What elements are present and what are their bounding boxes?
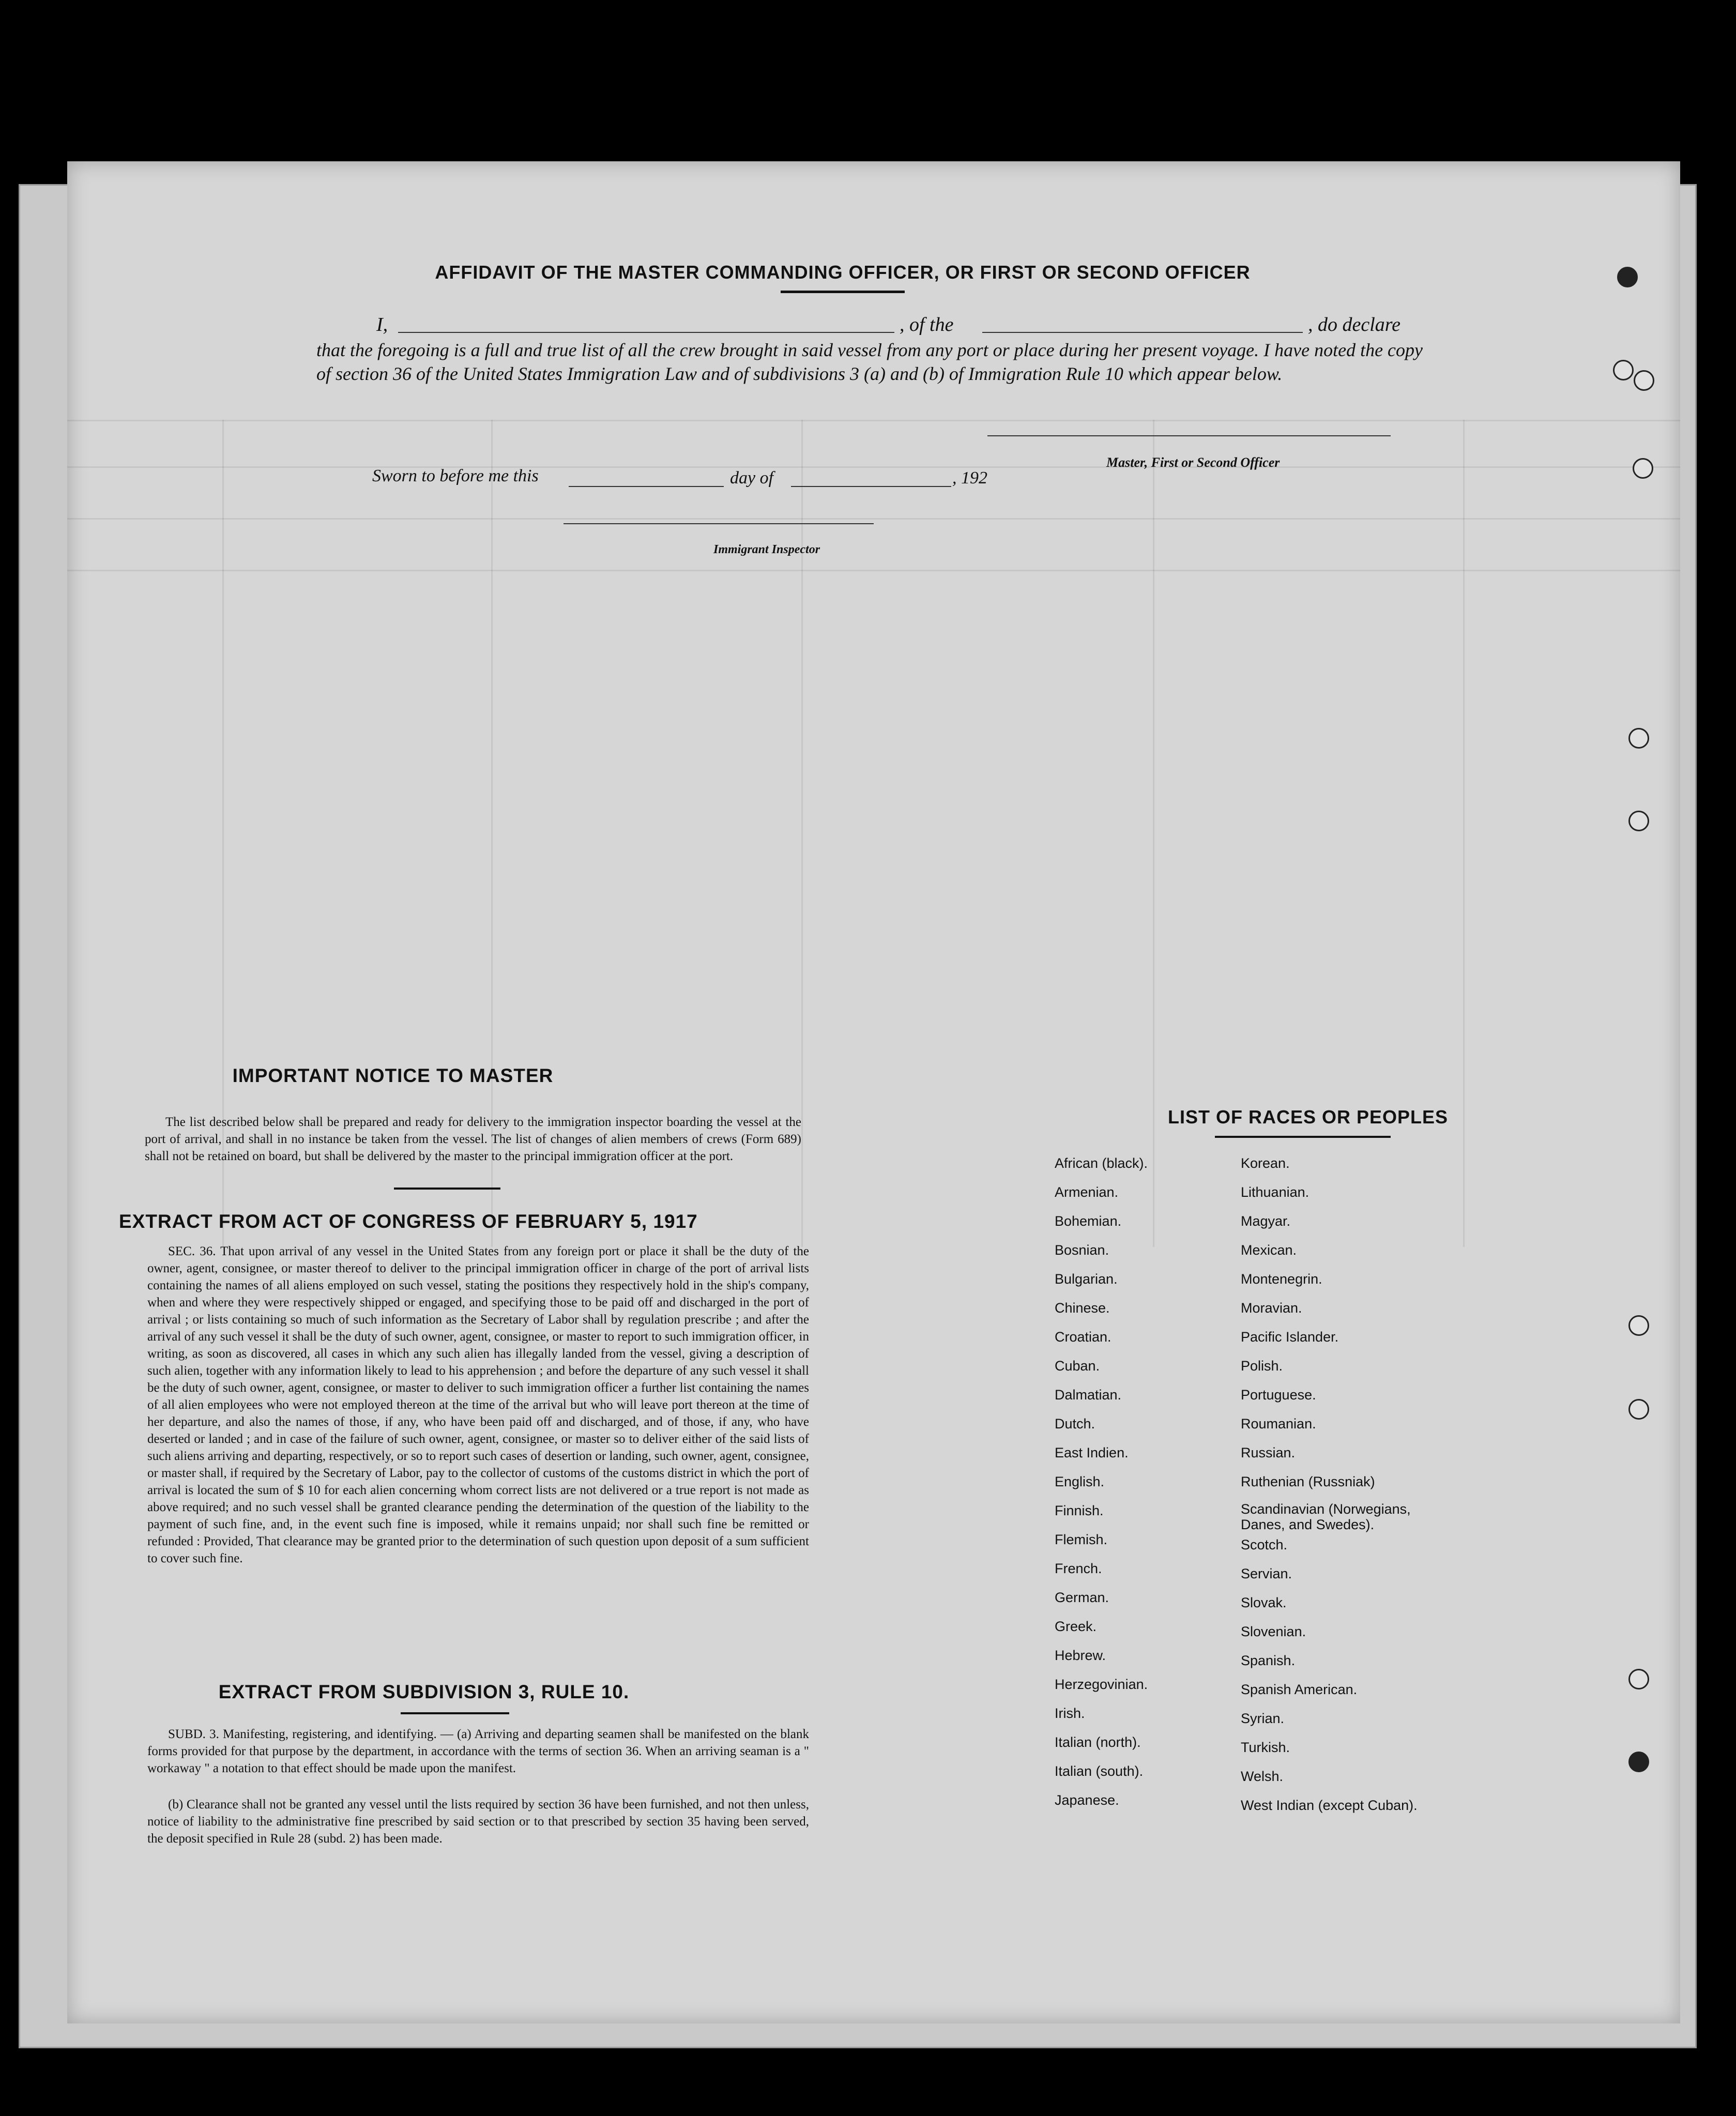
binder-hole-icon [1628, 811, 1649, 831]
race-item: Scandinavian (Norwegians, Danes, and Swedes). [1241, 1501, 1411, 1532]
race-item: Armenian. [1055, 1184, 1119, 1200]
race-item: Mexican. [1241, 1242, 1297, 1258]
race-item: Japanese. [1055, 1792, 1119, 1808]
act-body: SEC. 36. That upon arrival of any vessel in the United States from any foreign port or place it shall be the duty of the owner, agent, consignee, or master thereof to deliver to the principal immigration officer in charge of the port of arrival lists containing the names of all aliens employed on such vessel, stating the positions they respectively hold in the ship's company, when and where they were respectively shipped or engaged, and specifying those to be paid off and discharged in the port of arrival ; or lists containing so much of such information as the Secretary of Labor shall by regulation prescribe ; and after the arrival of any such vessel it shall be the duty of such owner, agent, consignee, or master to report to such immigration officer, in writing, as soon as discovered, all cases in which any such alien has illegally landed from the vessel, giving a description of such alien, together with any information likely to lead to his apprehension ; and before the departure of any such vessel it shall be the duty of such owner, agent, consignee, or master to deliver to such immigration officer a further list containing the names of all alien employees who were not employed thereon at the time of the arrival but who will leave port thereon at the time of her departure, and also the names of those, if any, who have been paid off and discharged, and of those, if any, who have deserted or landed ; and in case of the failure of such owner, agent, consignee, or master so to deliver either of the said lists of such aliens arriving and departing, respectively, or so to report such cases of desertion or landing, such owner, agent, consignee, or master shall, if required by the Secretary of Labor, pay to the collector of customs of the customs district in which the port of arrival is located the sum of $ 10 for each alien concerning whom correct lists are not delivered or a true report is not made as above required; and no such vessel shall be granted clearance pending the determination of the question of the liability to the payment of such fine, and, in the event such fine is imposed, while it remains unpaid; nor shall such fine be remitted or refunded : Provided, That clearance may be granted prior to the determination of such question upon deposit of a sum sufficient to cover such fine. [147, 1244, 809, 1565]
race-item: Dutch. [1055, 1416, 1095, 1432]
month-blank [791, 486, 951, 487]
binder-hole-icon [1628, 1752, 1649, 1772]
sworn-day-blank [569, 486, 724, 487]
race-item: Turkish. [1241, 1740, 1290, 1755]
race-item: Bohemian. [1055, 1213, 1122, 1229]
race-item: Spanish. [1241, 1653, 1296, 1668]
year-label: , 192 [952, 468, 987, 488]
master-signature-line [987, 435, 1391, 436]
ghost-rule [67, 466, 1680, 468]
affidavit-of-the: , of the [900, 314, 954, 336]
race-item: African (black). [1055, 1155, 1148, 1171]
day-of-label: day of [730, 468, 774, 488]
race-item: Flemish. [1055, 1532, 1108, 1547]
act-title: EXTRACT FROM ACT OF CONGRESS OF FEBRUARY 5, 1917 [119, 1211, 698, 1232]
sworn-prefix: Sworn to before me this [372, 466, 539, 485]
race-item: Pacific Islander. [1241, 1329, 1339, 1345]
binder-hole-icon [1613, 360, 1634, 380]
race-item: Slovak. [1241, 1595, 1287, 1610]
race-item: Scotch. [1241, 1537, 1288, 1552]
rule-body-a: SUBD. 3. Manifesting, registering, and identifying. — (a) Arriving and departing seamen shall be manifested on the blank forms provided for that purpose by the department, in accordance with the terms of section 36. When an arriving seaman is a " workaway " a notation to that effect should be made upon the manifest. [147, 1727, 809, 1775]
race-item: Dalmatian. [1055, 1387, 1122, 1403]
binder-hole-icon [1628, 1315, 1649, 1336]
race-item: Korean. [1241, 1155, 1290, 1171]
races-title: LIST OF RACES OR PEOPLES [1167, 1106, 1449, 1128]
race-item: Magyar. [1241, 1213, 1291, 1229]
race-item: Cuban. [1055, 1358, 1100, 1374]
race-item: Servian. [1241, 1566, 1292, 1581]
affidavit-intro-i: I, [376, 314, 388, 336]
race-item: Russian. [1241, 1445, 1296, 1460]
ghost-rule [67, 570, 1680, 571]
race-item: Syrian. [1241, 1711, 1285, 1726]
race-item: Finnish. [1055, 1503, 1104, 1518]
affidavit-title: AFFIDAVIT OF THE MASTER COMMANDING OFFICER, OR FIRST OR SECOND OFFICER [435, 262, 1251, 283]
race-item: Lithuanian. [1241, 1184, 1309, 1200]
binder-hole-icon [1617, 267, 1638, 287]
races-underline [1215, 1136, 1391, 1138]
rule-underline [401, 1712, 509, 1714]
inspector-label: Immigrant Inspector [713, 543, 820, 556]
race-item: French. [1055, 1561, 1102, 1576]
race-item: Ruthenian (Russniak) [1241, 1474, 1375, 1489]
affidavit-body: that the foregoing is a full and true list of all the crew brought in said vessel from any port or place during her present voyage. I have noted the copy of section 36 of the United States Immigration Law and of subdivisions 3 (a) and (b) of Immigration Rule 10 which appear below. [316, 340, 1423, 384]
master-signature-label: Master, First or Second Officer [1106, 455, 1280, 470]
race-item: Spanish American. [1241, 1682, 1358, 1697]
race-item: Bosnian. [1055, 1242, 1109, 1258]
races-right-column [1241, 1149, 1437, 1820]
notice-underline [394, 1188, 500, 1190]
race-item: Hebrew. [1055, 1648, 1106, 1663]
rule-title: EXTRACT FROM SUBDIVISION 3, RULE 10. [218, 1681, 630, 1702]
race-item: Greek. [1055, 1619, 1097, 1634]
race-item: Croatian. [1055, 1329, 1111, 1345]
race-item: English. [1055, 1474, 1105, 1489]
binder-hole-icon [1634, 370, 1654, 391]
race-item: Welsh. [1241, 1769, 1284, 1784]
document-page [67, 161, 1680, 2023]
race-item: Roumanian. [1241, 1416, 1316, 1432]
race-item: Montenegrin. [1241, 1271, 1322, 1287]
race-item: Herzegovinian. [1055, 1677, 1148, 1692]
race-item: Bulgarian. [1055, 1271, 1118, 1287]
binder-hole-icon [1628, 1399, 1649, 1420]
notice-body: The list described below shall be prepared and ready for delivery to the immigration inspector boarding the vessel at the port of arrival, and shall in no instance be taken from the vessel. The list of changes of alien members of crews (Form 689) shall not be retained on board, but shall be delivered by the master to the principal immigration officer at the port. [145, 1115, 801, 1163]
binder-hole-icon [1628, 1669, 1649, 1689]
title-underline [781, 291, 905, 293]
race-item: Italian (south). [1055, 1763, 1144, 1779]
rule-body-b: (b) Clearance shall not be granted any vessel until the lists required by section 36 have been furnished, and not then unless, notice of liability to the administrative fine prescribed by said section or to that prescribed by section 35 having been served, the deposit specified in Rule 28 (subd. 2) has been made. [147, 1798, 809, 1846]
races-left-column [1055, 1149, 1148, 1815]
binder-hole-icon [1633, 458, 1653, 479]
race-item: Irish. [1055, 1706, 1085, 1721]
affidavit-do-declare: , do declare [1308, 314, 1401, 336]
ghost-rule [67, 420, 1680, 421]
race-item: East Indien. [1055, 1445, 1129, 1460]
race-item: Slovenian. [1241, 1624, 1306, 1639]
race-item: Italian (north). [1055, 1734, 1141, 1750]
race-item: Chinese. [1055, 1300, 1110, 1316]
race-item: Moravian. [1241, 1300, 1302, 1316]
vessel-blank [982, 332, 1303, 333]
notice-title: IMPORTANT NOTICE TO MASTER [232, 1065, 554, 1086]
name-blank [398, 332, 894, 333]
binder-hole-icon [1628, 728, 1649, 749]
race-item: West Indian (except Cuban). [1241, 1798, 1418, 1813]
inspector-signature-line [564, 523, 874, 524]
race-item: German. [1055, 1590, 1109, 1605]
race-item: Portuguese. [1241, 1387, 1316, 1403]
race-item: Polish. [1241, 1358, 1283, 1374]
ghost-rule [67, 518, 1680, 520]
